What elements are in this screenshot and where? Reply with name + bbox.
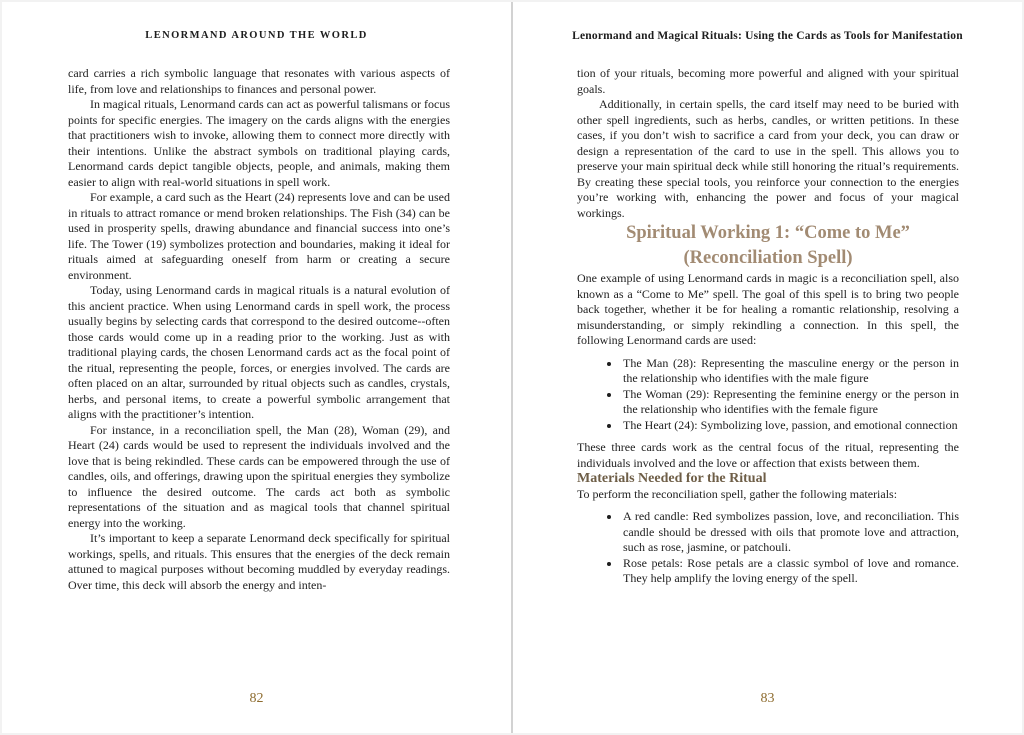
paragraph: In magical rituals, Lenormand cards can act as powerful talismans or focus points for specific energies. The imagery on the cards aligns with the energies that practitioners wish to invoke, allowing them to connect more directly with their intentions. Unlike the abstract symbols on traditional playing cards, Lenormand cards depict tangible objects, people, and animals, making them easier to align with real-world situations in spell work. (68, 97, 450, 189)
paragraph: These three cards work as the central focus of the ritual, representing the individuals involved and the love or affection that exists between them. (577, 440, 959, 470)
running-header-right: Lenormand and Magical Rituals: Using the Cards as Tools for Manifestation (572, 30, 963, 42)
list-item: • The Woman (29): Representing the feminine energy or the person in the relationship who identifies with the female figure (621, 387, 959, 418)
page-number-left: 82 (249, 691, 264, 706)
materials-subheading: Materials Needed for the Ritual (577, 471, 767, 486)
section-heading-line1: Spiritual Working 1: “Come to Me” (626, 223, 910, 243)
paragraph: For example, a card such as the Heart (24) represents love and can be used in rituals to attract romance or mend broken relationships. The Fish (34) can be used in prosperity spells, drawing abundance and financial success into one’s life. The Tower (19) symbolizes protection and boundaries, making it ideal for rituals aimed at safeguarding oneself from harm or creating a secure environment. (68, 190, 450, 282)
cards-bullet-list (577, 356, 959, 434)
section-heading-line2: (Reconciliation Spell) (683, 248, 853, 268)
list-item: • The Man (28): Representing the masculine energy or the person in the relationship who identifies with the male figure (621, 356, 959, 387)
page-body-right (577, 66, 959, 594)
list-item: • A red candle: Red symbolizes passion, love, and reconciliation. This candle should be dressed with oils that promote love and attraction, such as rose, jasmine, or patchouli. (621, 509, 959, 556)
section-heading (577, 221, 959, 271)
page-right (512, 2, 1022, 733)
running-header-left: LENORMAND AROUND THE WORLD (145, 30, 368, 41)
paragraph: card carries a rich symbolic language that resonates with various aspects of life, from love and relationships to finances and personal power. (68, 66, 450, 96)
page-number-right: 83 (760, 691, 775, 706)
materials-bullet-list (577, 509, 959, 587)
list-item: • The Heart (24): Symbolizing love, passion, and emotional connection (621, 418, 959, 434)
paragraph: Additionally, in certain spells, the card itself may need to be buried with other spell ingredients, such as herbs, candles, or written petitions. In these cases, if you don’t wish to sacrifice a card from your deck, you can draw or design a representation of the card to use in the spell. This allows you to preserve your main spiritual deck while still honoring the ritual’s requirements. By creating these special tools, you reinforce your connection to the energies you’re working with, enhancing the power and focus of your magical workings. (577, 97, 959, 220)
paragraph: It’s important to keep a separate Lenormand deck specifically for spiritual workings, spells, and rituals. This ensures that the energies of the deck remain attuned to magical purposes without becoming muddled by everyday readings. Over time, this deck will absorb the energy and inten- (68, 531, 450, 592)
paragraph: To perform the reconciliation spell, gather the following materials: (577, 486, 898, 501)
paragraph: tion of your rituals, becoming more powerful and aligned with your spiritual goals. (577, 66, 959, 96)
list-item: • Rose petals: Rose petals are a classic symbol of love and romance. They help amplify the loving energy of the spell. (621, 556, 959, 587)
paragraph: For instance, in a reconciliation spell, the Man (28), Woman (29), and Heart (24) cards would be used to represent the individuals involved and the love that is being rekindled. These cards can be empowered through the use of candles, oils, and offerings, drawing upon the spiritual energies they symbolize to influence the desired outcome. The cards act both as symbolic representations of the situation and as magical tools that channel spiritual energy into the working. (68, 422, 450, 530)
paragraph: One example of using Lenormand cards in magic is a reconciliation spell, also known as a “Come to Me” spell. The goal of this spell is to bring two people back together, whether it be for healing a romantic relationship, resolving a misunderstanding, or simply rekindling a connection. In this spell, the following Lenormand cards are used: (577, 271, 959, 347)
page-left (2, 2, 512, 733)
paragraph: Today, using Lenormand cards in magical rituals is a natural evolution of this ancient practice. When using Lenormand cards in spell work, the process usually begins by selecting cards that correspond to the desired outcome--often those cards would come up in a reading prior to the working. Just as with traditional playing cards, the chosen Lenormand cards act as the focal point of the ritual, representing the people, forces, or energies involved. The cards are often placed on an altar, surrounded by ritual objects such as candles, crystals, herbs, and personal items, to create a powerful symbolic arrangement that aligns with the practitioner’s intention. (68, 283, 450, 421)
page-body-left (68, 66, 450, 593)
